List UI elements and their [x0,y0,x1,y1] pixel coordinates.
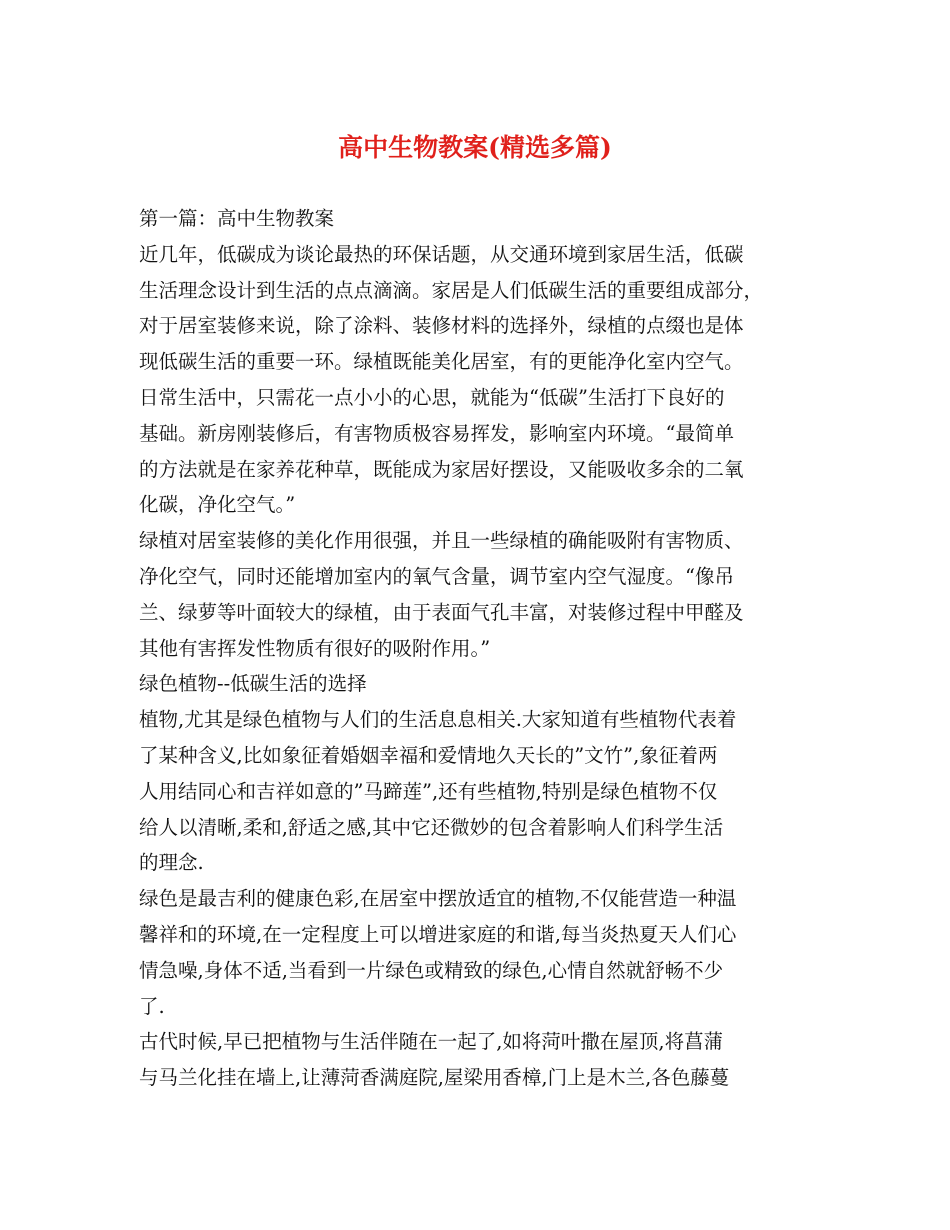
text-line: 其他有害挥发性物质有很好的吸附作用。” [139,636,491,660]
text-line: 了某种含义,比如象征着婚姻幸福和爱情地久天长的”文竹”,象征着两 [139,743,718,767]
text-line: 兰、绿萝等叶面较大的绿植，由于表面气孔丰富，对装修过程中甲醛及 [139,600,744,624]
paragraph-green-plants-effect [139,523,817,666]
text-line: 古代时候,早已把植物与生活伴随在一起了,如将菏叶撒在屋顶,将菖蒲 [139,1030,724,1054]
document-body [139,201,817,1096]
text-line: 对于居室装修来说，除了涂料、装修材料的选择外，绿植的点缀也是体 [139,314,744,338]
paragraph-low-carbon-intro [139,237,817,380]
text-line: 现低碳生活的重要一环。绿植既能美化居室，有的更能净化室内空气。 [139,350,744,374]
text-line: 的理念. [139,851,204,875]
text-line: 了. [139,994,165,1018]
text-line: 化碳，净化空气。” [139,493,296,517]
paragraph-green-color [139,881,817,1024]
section-heading-green-plants [139,666,817,702]
text-line: 净化空气，同时还能增加室内的氧气含量，调节室内空气湿度。“像吊 [139,564,734,588]
text-line: 给人以清晰,柔和,舒适之感,其中它还微妙的包含着影响人们科学生活 [139,815,724,839]
text-line: 的方法就是在家养花种草，既能成为家居好摆设，又能吸收多余的二氧 [139,457,744,481]
text-line: 与马兰化挂在墙上,让薄菏香满庭院,屋梁用香樟,门上是木兰,各色藤蔓 [139,1066,730,1090]
text-line: 植物,尤其是绿色植物与人们的生活息息相关.大家知道有些植物代表着 [139,708,737,732]
paragraph-daily-life [139,380,817,523]
text-line: 基础。新房刚装修后，有害物质极容易挥发，影响室内环境。“最简单 [139,421,734,445]
section-heading-first [139,201,817,237]
text-line: 人用结同心和吉祥如意的”马蹄莲”,还有些植物,特别是绿色植物不仅 [139,779,718,803]
text-line: 近几年，低碳成为谈论最热的环保话题，从交通环境到家居生活，低碳 [139,242,744,266]
document-title: 高中生物教案(精选多篇) [338,133,612,162]
heading-line: 绿色植物--低碳生活的选择 [139,672,367,696]
heading-line: 第一篇：高中生物教案 [139,207,335,230]
text-line: 生活理念设计到生活的点点滴滴。家居是人们低碳生活的重要组成部分， [139,278,764,302]
paragraph-plant-meanings [139,702,817,881]
text-line: 绿植对居室装修的美化作用很强，并且一些绿植的确能吸附有害物质、 [139,529,744,553]
text-line: 情急噪,身体不适,当看到一片绿色或精致的绿色,心情自然就舒畅不少 [139,958,724,982]
text-line: 绿色是最吉利的健康色彩,在居室中摆放适宜的植物,不仅能营造一种温 [139,887,737,911]
text-line: 日常生活中，只需花一点小小的心思，就能为“低碳”生活打下良好的 [139,385,725,409]
paragraph-ancient-times [139,1024,817,1096]
text-line: 馨祥和的环境,在一定程度上可以增进家庭的和谐,每当炎热夏天人们心 [139,922,737,946]
